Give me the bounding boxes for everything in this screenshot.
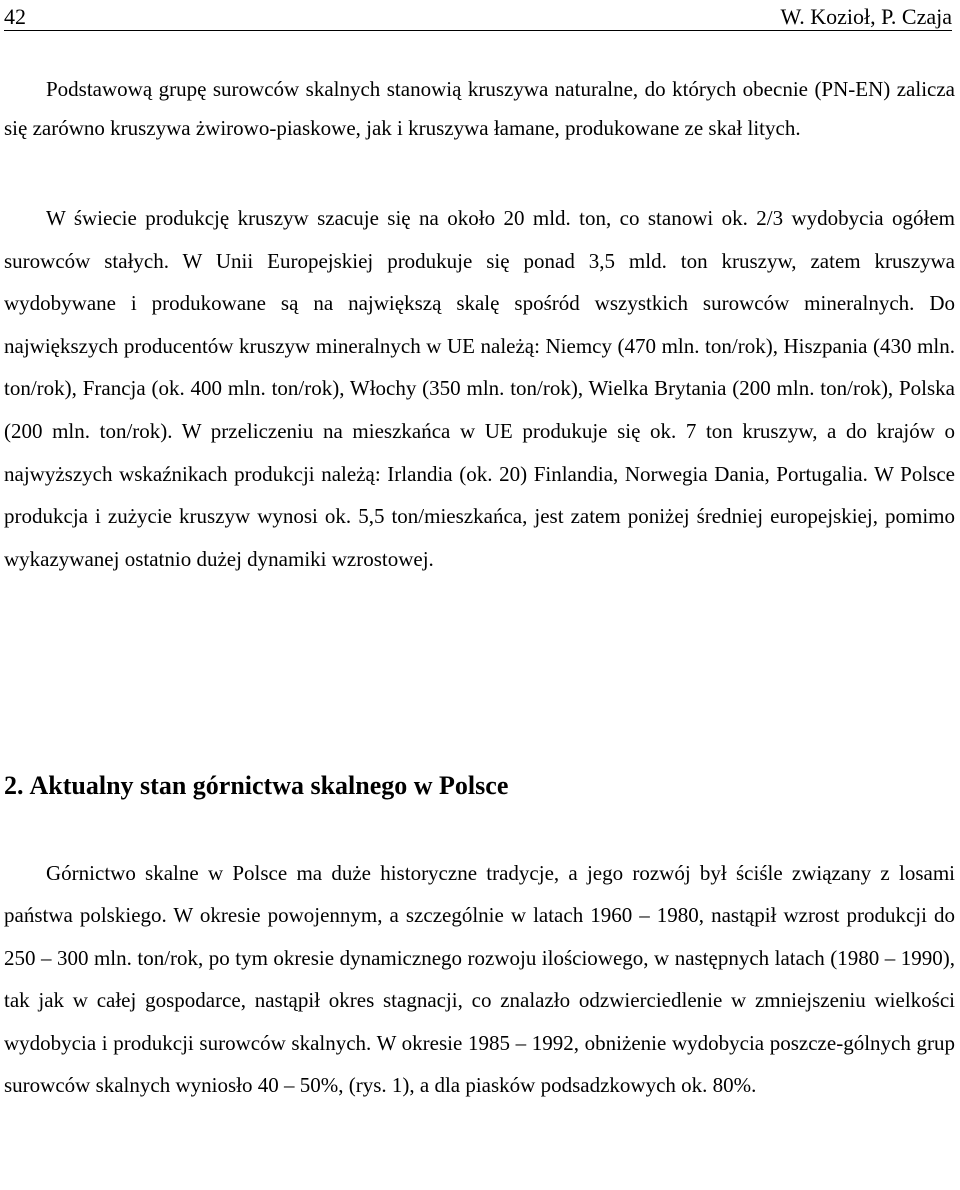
paragraph-aggregates-production: W świecie produkcję kruszyw szacuje się na około 20 mld. ton, co stanowi ok. 2/3 wydobycia ogółem surowców stałych. W Unii Europejskiej produkuje się ponad 3,5 mld. ton kruszyw, zatem kruszywa wydobywane i produkowane są na największą skalę spośród wszystkich surowców mineralnych. Do największych producentów kruszyw mineralnych w UE należą: Niemcy (470 mln. ton/rok), Hiszpania (430 mln. ton/rok), Francja (ok. 400 mln. ton/rok), Włochy (350 mln. ton/rok), Wielka Brytania (200 mln. ton/rok), Polska (200 mln. ton/rok). W przeliczeniu na mieszkańca w UE produkuje się ok. 7 ton kruszyw, a do krajów o najwyższych wskaźnikach produkcji należą: Irlandia (ok. 20) Finlandia, Norwegia Dania, Portugalia. W Polsce produkcja i zużycie kruszyw wynosi ok. 5,5 ton/mieszkańca, jest zatem poniżej średniej europejskiej, pomimo wykazywanej ostatnio dużej dynamiki wzrostowej. bbox=[4, 206, 955, 571]
section-title: Aktualny stan górnictwa skalnego w Polsce bbox=[29, 771, 509, 800]
paragraph-aggregates-definition: Podstawową grupę surowców skalnych stanowią kruszywa naturalne, do których obecnie (PN-EN) zalicza się zarówno kruszywa żwirowo-piaskowe, jak i kruszywa łamane, produkowane ze skał litych. bbox=[4, 77, 955, 140]
paragraph-rock-mining-history: Górnictwo skalne w Polsce ma duże historyczne tradycje, a jego rozwój był ściśle związany z losami państwa polskiego. W okresie powojennym, a szczególnie w latach 1960 – 1980, nastąpił wzrost produkcji do 250 – 300 mln. ton/rok, po tym okresie dynamicznego rozwoju ilościowego, w następnych latach (1980 – 1990), tak jak w całej gospodarce, nastąpił okres stagnacji, co znalazło odzwierciedlenie w zmniejszeniu wielkości wydobycia i produkcji surowców skalnych. W okresie 1985 – 1992, obniżenie wydobycia poszcze-gólnych grup surowców skalnych wyniosło 40 – 50%, (rys. 1), a dla piasków podsadzkowych ok. 80%. bbox=[4, 861, 955, 1098]
running-header bbox=[4, 0, 952, 31]
page-number: 42 bbox=[4, 4, 26, 29]
section-heading bbox=[4, 766, 508, 806]
running-head-authors: W. Kozioł, P. Czaja bbox=[780, 4, 952, 29]
section-number: 2. bbox=[4, 771, 24, 800]
